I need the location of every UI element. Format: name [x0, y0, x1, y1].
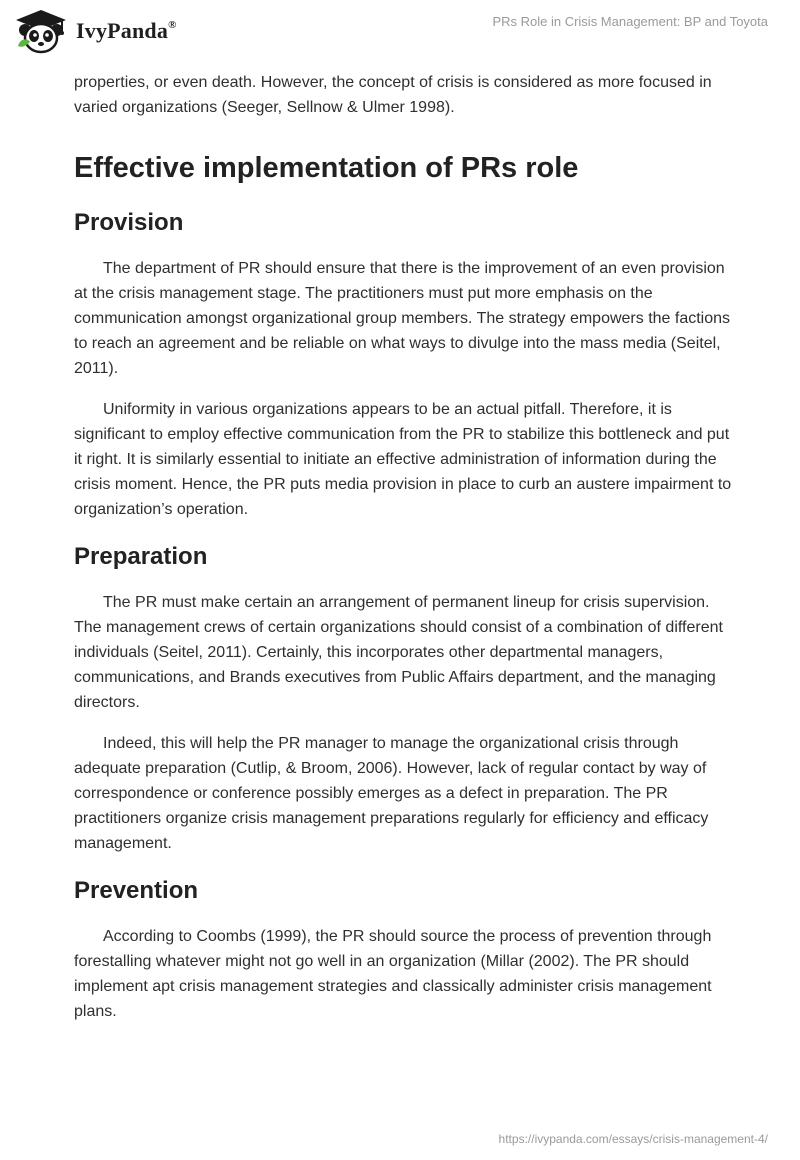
main-heading: Effective implementation of PRs role	[74, 152, 579, 184]
section-heading-prevention: Prevention	[74, 877, 199, 904]
paragraph: The department of PR should ensure that there is the improvement of an even provision at the crisis management stage. The practitioners must put more emphasis on the communication amongst organizational group members. The strategy empowers the factions to reach an agreement and be reliable on what ways to divulge into the mass media (Seitel, 2011).	[74, 260, 731, 377]
panda-graduate-icon	[14, 8, 68, 54]
document-title: PRs Role in Crisis Management: BP and Toyota	[492, 14, 768, 29]
paragraph: The PR must make certain an arrangement of permanent lineup for crisis supervision. The management crews of certain organizations should consist of a combination of different individuals (Seitel, 2011). Certainly, this incorporates other departmental managers, communications, and Brands executives from Public Affairs department, and the managing directors.	[74, 594, 723, 711]
intro-paragraph: properties, or even death. However, the concept of crisis is considered as more focused in varied organizations (Seeger, Sellnow & Ulmer 1998).	[74, 74, 712, 116]
paragraph: Uniformity in various organizations appears to be an actual pitfall. Therefore, it is significant to employ effective communication from the PR to stabilize this bottleneck and put it right. It is similarly essential to initiate an effective administration of information during the crisis moment. Hence, the PR puts media provision in place to curb an austere impairment to organization’s operation.	[74, 401, 732, 518]
paragraph: According to Coombs (1999), the PR should source the process of prevention through forestalling whatever might not go well in an organization (Millar (2002). The PR should implement apt crisis management strategies and classically administer crisis management plans.	[74, 928, 712, 1020]
paragraph: Indeed, this will help the PR manager to manage the organizational crisis through adequate preparation (Cutlip, & Broom, 2006). However, lack of regular contact by way of correspondence or conference possibly emerges as a defect in preparation. The PR practitioners organize crisis management preparations regularly for efficiency and efficacy management.	[74, 735, 709, 852]
essay-content	[74, 70, 734, 1024]
ivypanda-logo[interactable]	[14, 8, 177, 54]
brand-name: IvyPanda®	[76, 18, 177, 43]
section-heading-preparation: Preparation	[74, 543, 208, 570]
section-heading-provision: Provision	[74, 209, 184, 236]
page-header	[0, 0, 800, 70]
footer-url[interactable]: https://ivypanda.com/essays/crisis-management-4/	[498, 1132, 768, 1146]
